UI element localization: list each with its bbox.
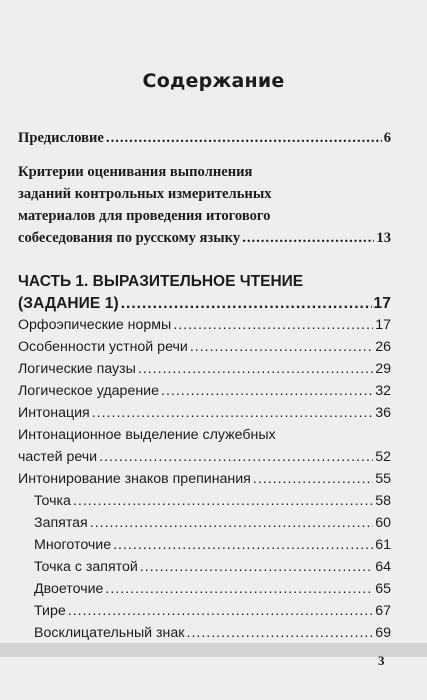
dot-leader — [190, 339, 373, 356]
page-number: 3 — [378, 653, 385, 668]
toc-page-number: 13 — [376, 230, 391, 246]
toc-entry[interactable] — [18, 361, 391, 378]
dot-leader — [90, 515, 373, 532]
toc-page-number: 29 — [375, 361, 391, 377]
toc-subentry[interactable] — [18, 581, 391, 598]
toc-page-number: 64 — [375, 559, 391, 575]
toc-entry[interactable] — [18, 383, 391, 400]
toc-subentry[interactable] — [18, 559, 391, 576]
toc-entry[interactable] — [18, 317, 391, 334]
toc-page-number: 69 — [375, 625, 391, 641]
toc-page-number: 61 — [375, 537, 391, 553]
toc-entry-line: заданий контрольных измерительных — [18, 186, 272, 202]
toc-entry[interactable] — [18, 339, 391, 356]
toc-page-number: 60 — [375, 515, 391, 531]
toc-subentry[interactable] — [18, 625, 391, 642]
toc-entry-title: Точка — [34, 493, 71, 509]
toc-entry-line: материалов для проведения итогового — [18, 208, 271, 224]
toc-entry-title: Логическое ударение — [18, 383, 159, 399]
toc-page-number: 65 — [375, 581, 391, 597]
toc-entry[interactable] — [18, 471, 391, 488]
toc-entry-title: Восклицательный знак — [34, 625, 185, 641]
toc-subentry[interactable] — [18, 493, 391, 510]
toc-page-number: 36 — [375, 405, 391, 421]
toc-entry-title: Орфоэпические нормы — [18, 317, 172, 333]
dot-leader — [105, 581, 373, 598]
toc-entry-title: Логические паузы — [18, 361, 136, 377]
toc-page-number: 52 — [375, 449, 391, 465]
footer-band — [0, 643, 427, 657]
toc-entry-title: собеседования по русскому языку — [18, 230, 241, 246]
toc-entry[interactable] — [18, 405, 391, 422]
dot-leader — [121, 295, 372, 312]
toc-page-number: 32 — [375, 383, 391, 399]
toc-subentry[interactable] — [18, 515, 391, 532]
toc-entry[interactable] — [18, 449, 391, 466]
dot-leader — [73, 493, 373, 510]
dot-leader — [92, 405, 373, 422]
toc-page-number: 17 — [375, 317, 391, 333]
dot-leader — [173, 317, 373, 334]
dot-leader — [113, 537, 373, 554]
toc-entry-line: Критерии оценивания выполнения — [18, 164, 253, 180]
toc-entry-line: Интонационное выделение служебных — [18, 427, 276, 443]
toc-page-number: 67 — [375, 603, 391, 619]
toc-page-number: 17 — [373, 295, 391, 312]
dot-leader — [68, 603, 373, 620]
toc-page-number: 26 — [375, 339, 391, 355]
toc-entry-title: Многоточие — [34, 537, 112, 553]
toc-page-number: 6 — [383, 130, 391, 146]
toc-subentry[interactable] — [18, 603, 391, 620]
toc-part-heading: ЧАСТЬ 1. ВЫРАЗИТЕЛЬНОЕ ЧТЕНИЕ — [18, 273, 304, 290]
dot-leader — [242, 230, 374, 247]
toc-entry-title: Тире — [34, 603, 66, 619]
toc-entry-title: Запятая — [34, 515, 88, 531]
toc-entry-title: частей речи — [18, 449, 98, 465]
dot-leader — [106, 130, 382, 147]
toc-entry-title: Двоеточие — [34, 581, 104, 597]
toc-page-number: 55 — [375, 471, 391, 487]
toc-page-number: 58 — [375, 493, 391, 509]
dot-leader — [187, 625, 374, 642]
toc-entry-title: Интонирование знаков препинания — [18, 471, 251, 487]
toc-entry-part-1[interactable] — [18, 295, 391, 312]
dot-leader — [161, 383, 373, 400]
dot-leader — [140, 559, 373, 576]
toc-subentry[interactable] — [18, 537, 391, 554]
toc-entry-title: (ЗАДАНИЕ 1) — [18, 295, 119, 312]
toc-entry-preface[interactable] — [18, 130, 391, 147]
dot-leader — [99, 449, 373, 466]
dot-leader — [253, 471, 373, 488]
toc-entry-criteria[interactable] — [18, 230, 391, 247]
dot-leader — [138, 361, 373, 378]
toc-entry-title: Точка с запятой — [34, 559, 138, 575]
toc-entry-title: Интонация — [18, 405, 90, 421]
toc-entry-title: Особенности устной речи — [18, 339, 188, 355]
page-title: Содержание — [142, 70, 285, 92]
toc-entry-title: Предисловие — [18, 130, 104, 146]
